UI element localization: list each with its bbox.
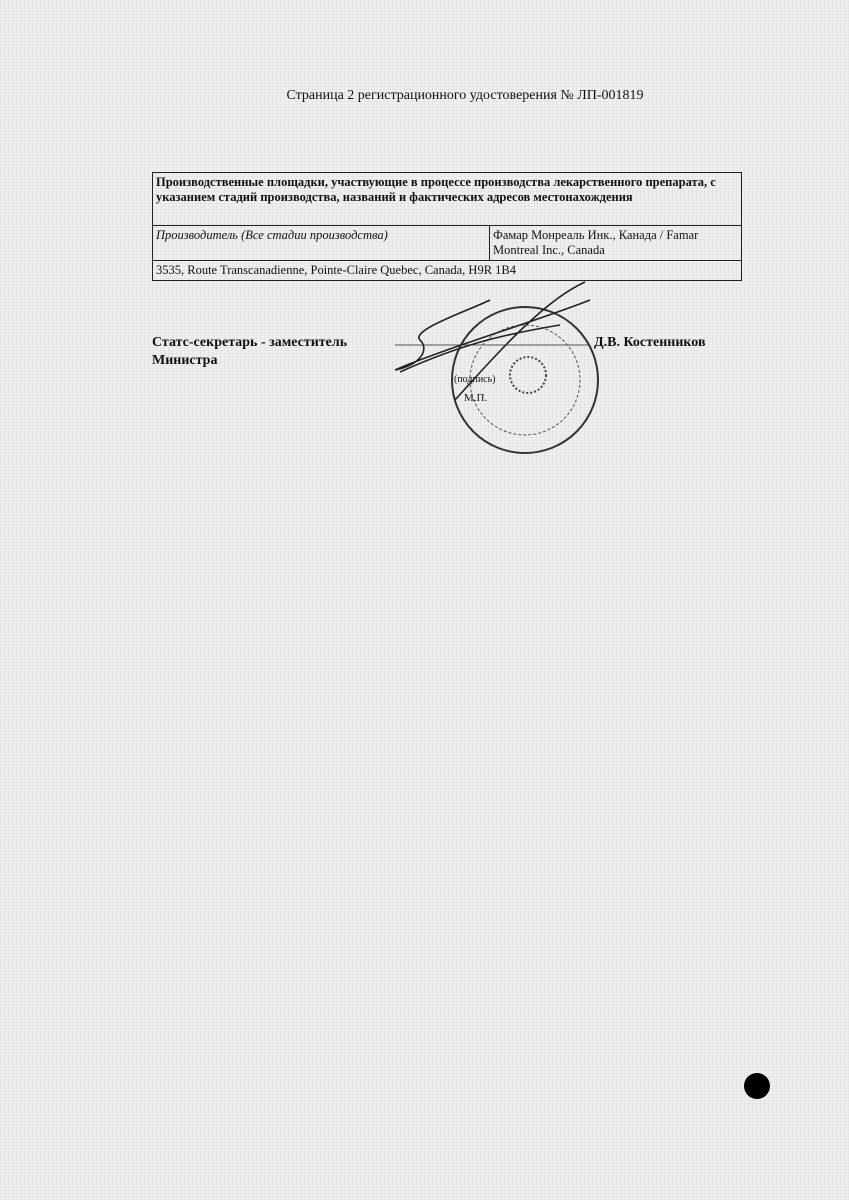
signatory-name: Д.В. Костенников (594, 335, 706, 350)
stamp-inner-ring (470, 325, 580, 435)
black-dot-mark (744, 1073, 770, 1099)
signatory-position: Статс-секретарь - заместитель Министра (152, 335, 348, 368)
manufacturer-name: Фамар Монреаль Инк., Канада / Famar Montreal Inc., Canada (490, 226, 742, 261)
page-title: Страница 2 регистрационного удостоверения № ЛП-001819 (286, 88, 644, 103)
manufacturer-address: 3535, Route Transcanadienne, Pointe-Claire Quebec, Canada, H9R 1B4 (153, 261, 742, 281)
table-heading: Производственные площадки, участвующие в процессе производства лекарственного препарата, с указанием стадий производства, названий и фактических адресов местонахождения (153, 173, 742, 226)
handwritten-signature (395, 282, 590, 400)
manufacturer-role: Производитель (Все стадии производства) (153, 226, 490, 261)
signature-label: (подпись) (454, 374, 496, 385)
stamp-emblem (510, 357, 546, 393)
stamp-label: М.П. (464, 392, 488, 404)
